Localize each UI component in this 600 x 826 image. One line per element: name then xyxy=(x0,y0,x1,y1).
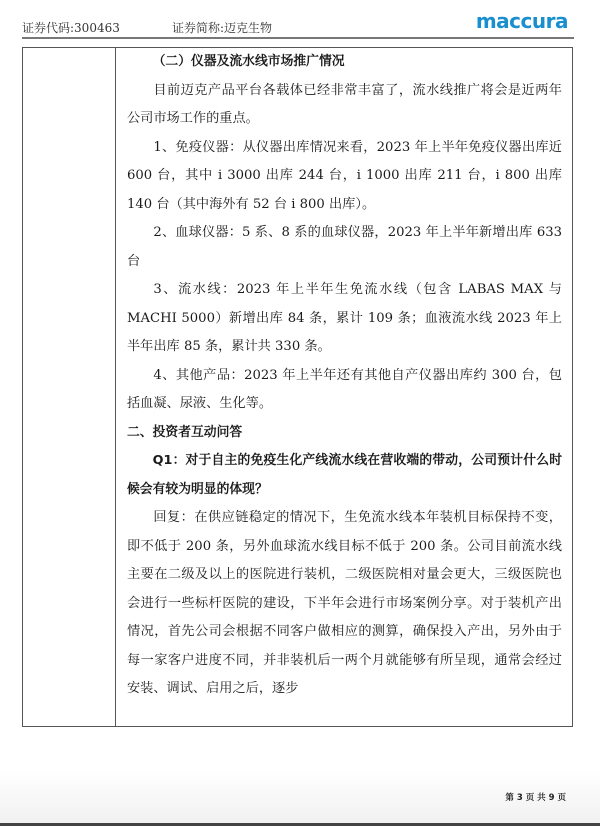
page-header xyxy=(22,0,574,40)
intro-paragraph: 目前迈克产品平台各载体已经非常丰富了，流水线推广将会是近两年公司市场工作的重点。 xyxy=(127,82,562,126)
item-pipeline: 3、流水线：2023 年上半年生免流水线（包含 LABAS MAX 与 MACHI 5000）新增出库 84 条，累计 109 条；血液流水线 2023 年上半年出库 85 条，累计共 330 条。 xyxy=(127,282,562,354)
question-1: Q1：对于自主的免疫生化产线流水线在营收端的带动，公司预计什么时候会有较为明显的体现？ xyxy=(127,453,562,497)
stock-abbreviation: 证券简称:迈克生物 xyxy=(172,21,273,35)
table-label-column xyxy=(23,48,116,726)
table-content-cell xyxy=(116,48,572,726)
header-divider xyxy=(22,37,574,39)
content-table xyxy=(22,47,573,727)
section-heading-qa: 二、投资者互动问答 xyxy=(127,424,243,440)
page-number: 第 3 页 共 9 页 xyxy=(505,793,566,803)
section-title: （二）仪器及流水线市场推广情况 xyxy=(152,54,345,69)
item-hematology: 2、血球仪器：5 系、8 系的血球仪器，2023 年上半年新增出库 633 台 xyxy=(127,225,562,269)
item-immunoassay: 1、免疫仪器：从仪器出库情况来看，2023 年上半年免疫仪器出库近 600 台，其中 i 3000 出库 244 台，i 1000 出库 211 台，i 800 出库 140 台（其中海外有 52 台 i 800 出库）。 xyxy=(127,139,562,212)
stock-code: 证券代码:300463 xyxy=(22,21,120,35)
company-logo: maccura xyxy=(475,9,568,33)
item-other-products: 4、其他产品：2023 年上半年还有其他自产仪器出库约 300 台，包括血凝、尿液、生化等。 xyxy=(127,367,562,411)
answer-1: 回复：在供应链稳定的情况下，生免流水线本年装机目标保持不变，即不低于 200 条，另外血球流水线目标不低于 200 条。公司目前流水线主要在二级及以上的医院进行装机，二级医院相对量会更大，三级医院也会进行一些标杆医院的建设，下半年会进行市场案例分享。对于装机产出情况，首先公司会根据不同客户做相应的测算，确保投入产出，另外由于每一家客户进度不同，并非装机后一两个月就能够有所呈现，通常会经过安装、调试、启用之后，逐步 xyxy=(127,510,562,696)
